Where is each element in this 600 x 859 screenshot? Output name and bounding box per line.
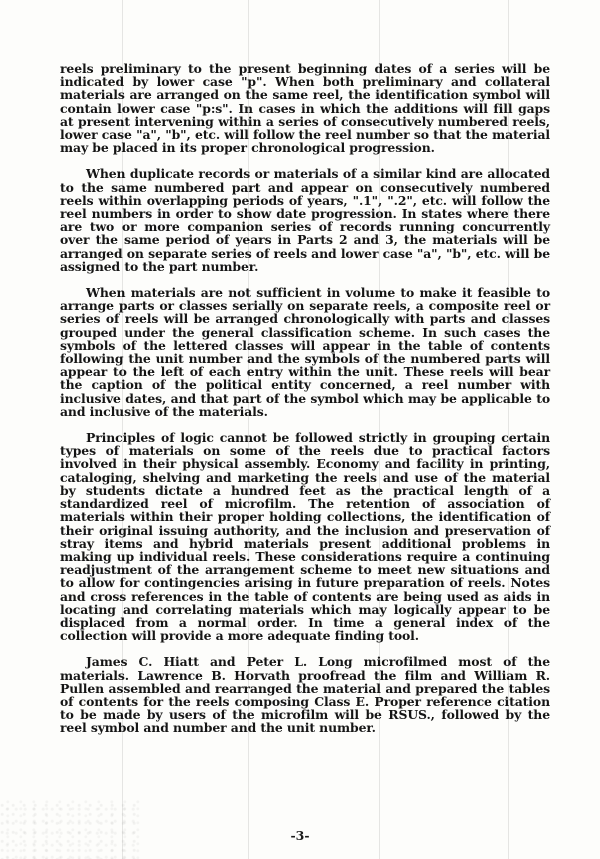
page-number: -3- — [290, 828, 310, 843]
paragraph-continuation: reels preliminary to the present beginning dates of a series will be indicated by lower case "p". When both preliminary and collateral materials are arranged on the same reel, the identification symbol will contain lower case "p:s". In cases in which the additions will fill gaps at present intervening within a series of consecutively numbered reels, lower case "a", "b", etc. will follow the reel number so that the material may be placed in its proper chronological progression. — [60, 61, 550, 156]
paragraph-principles-of-logic: Principles of logic cannot be followed strictly in grouping certain types of materials on some of the reels due to practical factors involved in their physical assembly. Economy and facility in printing, cataloging, shelving and marketing the reels and use of the material by students dictate a hundred feet as the practical length of a standardized reel of microfilm. The retention of association of materials within their proper holding collections, the identification of their original issuing authority, and the inclusion and preservation of stray items and hybrid materials present additional problems in making up individual reels. These considerations require a continuing readjustment of the arrangement scheme to meet new situations and to allow for contingencies arising in future preparation of reels. Notes and cross references in the table of contents are being used as aids in locating and correlating materials which may logically appear to be displaced from a normal order. In time a general index of the collection will provide a more adequate finding tool. — [60, 430, 550, 644]
paragraph-credits: James C. Hiatt and Peter L. Long microfilmed most of the materials. Lawrence B. Horvath proofread the film and William R. Pullen assembled and rearranged the material and prepared the tables of contents for the reels composing Class E. Proper reference citation to be made by users of the microfilm will be RSUS., followed by the reel symbol and number and the unit number. — [60, 654, 550, 736]
document-body — [60, 62, 550, 748]
paragraph-duplicate-records: When duplicate records or materials of a similar kind are allocated to the same numbered part and appear on consecutively numbered reels within overlapping periods of years, ".1", ".2", etc. will follow the reel numbers in order to show date progression. In states where there are two or more companion series of records running concurrently over the same period of years in Parts 2 and 3, the materials will be arranged on separate series of reels and lower case "a", "b", etc. will be assigned to the part number. — [60, 166, 550, 274]
paragraph-composite-reels: When materials are not sufficient in volume to make it feasible to arrange parts or classes serially on separate reels, a composite reel or series of reels will be arranged chronologically with parts and classes grouped under the general classification scheme. In such cases the symbols of the lettered classes will appear in the table of contents following the unit number and the symbols of the numbered parts will appear to the left of each entry within the unit. These reels will bear the caption of the political entity concerned, a reel number with inclusive dates, and that part of the symbol which may be applicable to and inclusive of the materials. — [60, 285, 550, 419]
